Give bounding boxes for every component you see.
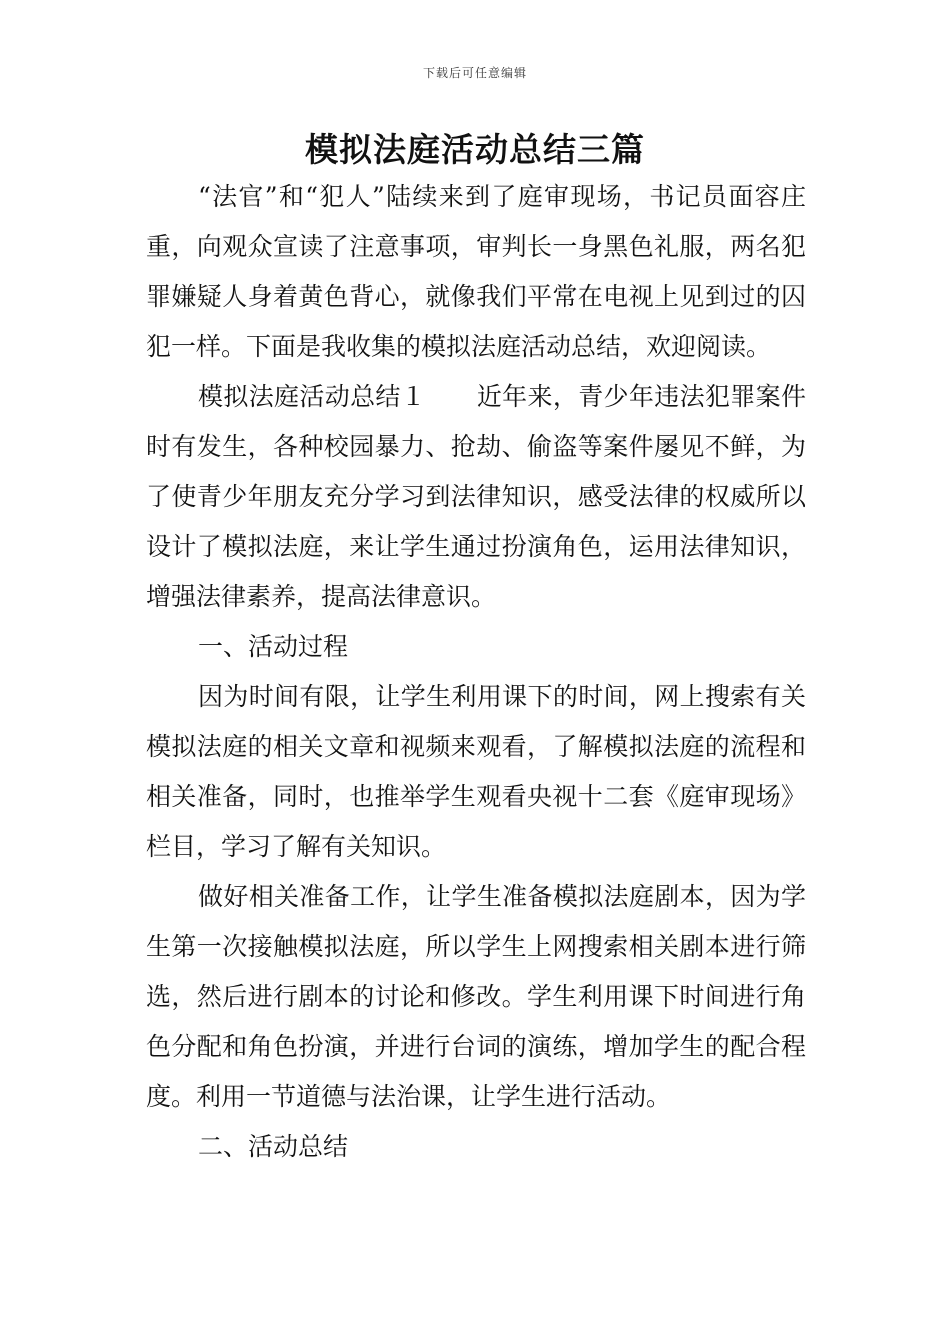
paragraph-process-1: 因为时间有限，让学生利用课下的时间，网上搜索有关模拟法庭的相关文章和视频来观看，了解模拟法庭的流程和相关准备，同时，也推举学生观看央视十二套《庭审现场》栏目，学习了解有关知识。 [146,682,806,861]
document-body [146,172,806,1172]
paragraph-intro: “法官”和“犯人”陆续来到了庭审现场，书记员面容庄重，向观众宣读了注意事项，审判长一身黑色礼服，两名犯罪嫌疑人身着黄色背心，就像我们平常在电视上见到过的囚犯一样。下面是我收集的模拟法庭活动总结，欢迎阅读。 [146,182,806,361]
document-title: 模拟法庭活动总结三篇 [305,130,645,169]
paragraph-summary-1: 模拟法庭活动总结１ 近年来，青少年违法犯罪案件时有发生，各种校园暴力、抢劫、偷盗等案件屡见不鲜，为了使青少年朋友充分学习到法律知识，感受法律的权威所以设计了模拟法庭，来让学生通过扮演角色，运用法律知识，增强法律素养，提高法律意识。 [146,382,806,611]
page-header-note: 下载后可任意编辑 [422,66,527,80]
section-heading-summary: 二、活动总结 [198,1132,349,1161]
paragraph-process-2: 做好相关准备工作，让学生准备模拟法庭剧本，因为学生第一次接触模拟法庭，所以学生上网搜索相关剧本进行筛选，然后进行剧本的讨论和修改。学生利用课下时间进行角色分配和角色扮演，并进行台词的演练，增加学生的配合程度。利用一节道德与法治课，让学生进行活动。 [146,882,806,1111]
section-heading-process: 一、活动过程 [198,632,349,661]
